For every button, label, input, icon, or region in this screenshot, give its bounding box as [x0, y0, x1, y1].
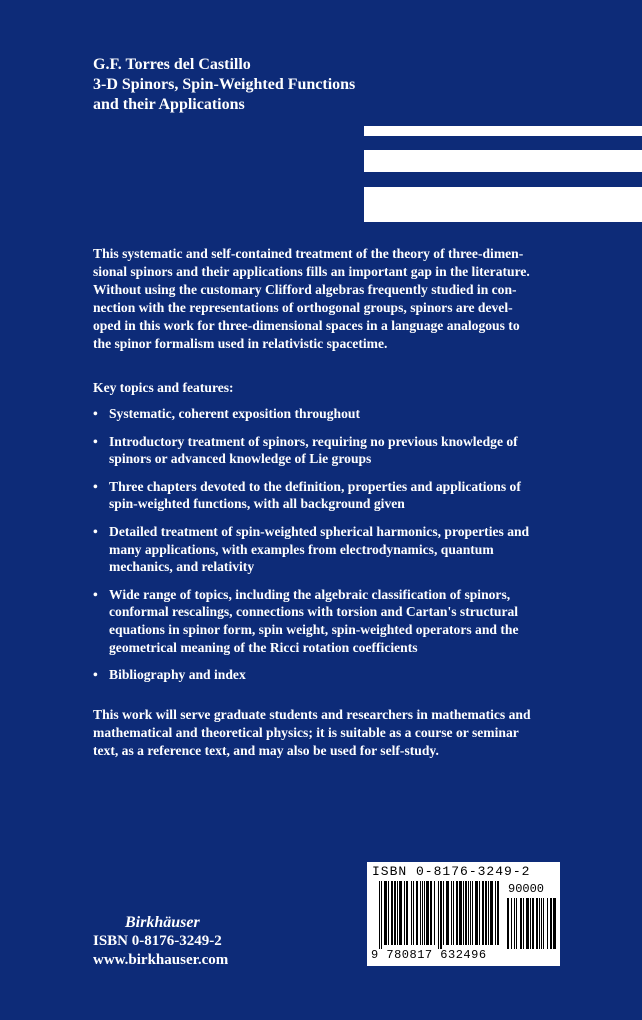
barcode-addon-bar: [514, 898, 515, 949]
barcode-bar: [459, 881, 462, 945]
barcode-isbn-label: ISBN 0-8176-3249-2: [372, 864, 531, 879]
list-item: • Systematic, coherent exposition throughout: [93, 406, 360, 421]
barcode-bar: [397, 881, 398, 945]
barcode-addon-bar: [530, 898, 531, 949]
barcode-bar: [399, 881, 402, 945]
barcode-bar: [490, 881, 493, 945]
barcode-ean-number: 9 780817 632496: [371, 948, 487, 962]
barcode-bar: [394, 881, 396, 945]
barcode-addon-bar: [541, 898, 542, 949]
barcode-bar: [488, 881, 489, 945]
decorative-stripe-1: [364, 126, 642, 136]
barcode-addon-bar: [547, 898, 548, 949]
barcode-bar: [413, 881, 414, 945]
barcode-bar: [453, 881, 454, 945]
barcode-addon-bar: [523, 898, 524, 949]
decorative-stripe-2: [364, 150, 642, 172]
list-item: • Three chapters devoted to the definition, properties and applications of spin-weighted functions, with all background given: [93, 478, 521, 512]
barcode-bar: [420, 881, 421, 945]
barcode-bar: [479, 881, 480, 945]
list-item: • Introductory treatment of spinors, requiring no previous knowledge of spinors or advanced knowledge of Lie groups: [93, 433, 518, 467]
author-name: G.F. Torres del Castillo: [93, 56, 251, 73]
book-title-line-2: and their Applications: [93, 96, 245, 113]
barcode-bar: [381, 881, 382, 949]
bullet-icon: •: [93, 433, 98, 449]
publisher-name: Birkhäuser: [125, 914, 200, 931]
bullet-icon: •: [93, 406, 98, 421]
topics-list: [93, 405, 583, 694]
barcode-addon-bar: [532, 898, 534, 949]
barcode-bar: [424, 881, 425, 945]
bullet-icon: •: [93, 523, 98, 539]
barcode-addon-bar: [520, 898, 522, 949]
barcode-bar: [406, 881, 408, 945]
barcode-bar: [422, 881, 423, 945]
publisher-url[interactable]: www.birkhauser.com: [93, 952, 229, 968]
book-title-line-1: 3-D Spinors, Spin-Weighted Functions: [93, 76, 356, 93]
barcode-addon-bar: [511, 898, 512, 949]
list-item: • Detailed treatment of spin-weighted spherical harmonics, properties and many applications, with examples from electrodynamics, quantum mechanics, and relativity: [93, 523, 530, 575]
barcode-bar: [495, 881, 496, 945]
barcode-bar: [379, 881, 380, 949]
barcode-bar: [404, 881, 405, 945]
barcode-bar: [434, 881, 435, 945]
barcode-bar: [482, 881, 484, 945]
barcode-bar: [430, 881, 432, 945]
list-item: • Bibliography and index: [93, 667, 246, 683]
barcode-bar: [411, 881, 412, 945]
barcode-bar: [451, 881, 452, 945]
barcode-bar: [391, 881, 393, 945]
barcode-bar: [463, 881, 464, 945]
barcode-bar: [470, 881, 471, 945]
barcode-bar: [465, 881, 467, 945]
publisher-isbn: ISBN 0-8176-3249-2: [93, 933, 222, 949]
barcode-addon-bar: [507, 898, 509, 949]
barcode-addon-bar: [536, 898, 538, 949]
barcode-price-code: 90000: [508, 882, 545, 896]
bullet-icon: •: [93, 667, 98, 683]
barcode-addon-bar: [550, 898, 552, 949]
barcode-bar: [438, 881, 439, 949]
publisher-block: [93, 913, 228, 970]
barcode-addon-bar: [539, 898, 540, 949]
barcode-addon-bar: [543, 898, 544, 949]
bullet-icon: •: [93, 586, 98, 602]
barcode-bar: [475, 881, 478, 945]
list-item: • Wide range of topics, including the algebraic classification of spinors, conformal rescalings, connections with torsion and Cartan's structural equations in spinor form, spin weight, spin-weighted operators and the geometrical meaning of the Ricci rotation coefficients: [93, 586, 519, 655]
barcode: [367, 862, 560, 966]
barcode-bar: [440, 881, 442, 949]
barcode-bar: [446, 881, 449, 945]
barcode-bar: [426, 881, 429, 945]
barcode-bar: [497, 881, 499, 945]
barcode-addon-bar: [553, 898, 556, 949]
cover-header: [93, 55, 355, 115]
barcode-bar: [443, 881, 444, 945]
barcode-bar: [485, 881, 487, 945]
barcode-bar: [384, 881, 387, 945]
barcode-bar: [472, 881, 473, 945]
closing-paragraph: This work will serve graduate students and researchers in mathematics and mathematical and theoretical physics; it is suitable as a course or seminar text, as a reference text, and may also be used for self-study.: [93, 707, 531, 758]
intro-paragraph: This systematic and self-contained treatment of the theory of three-dimen- sional spinors and their applications fills an important gap in the literature. Without using the customary Clifford algebras frequently studied in con- nection with the representations of orthogonal groups, spinors are devel- oped in this work for three-dimensional spaces in a language analogous to the spinor formalism used in relativistic spacetime.: [93, 246, 530, 351]
barcode-addon-bar: [516, 898, 517, 949]
topics-heading: Key topics and features:: [93, 380, 234, 395]
barcode-bar: [456, 881, 458, 945]
barcode-addon-bar: [526, 898, 529, 949]
barcode-bar: [468, 881, 469, 945]
barcode-bar: [416, 881, 418, 945]
bullet-icon: •: [93, 478, 98, 494]
barcode-bar: [388, 881, 389, 945]
decorative-stripe-3: [364, 187, 642, 222]
